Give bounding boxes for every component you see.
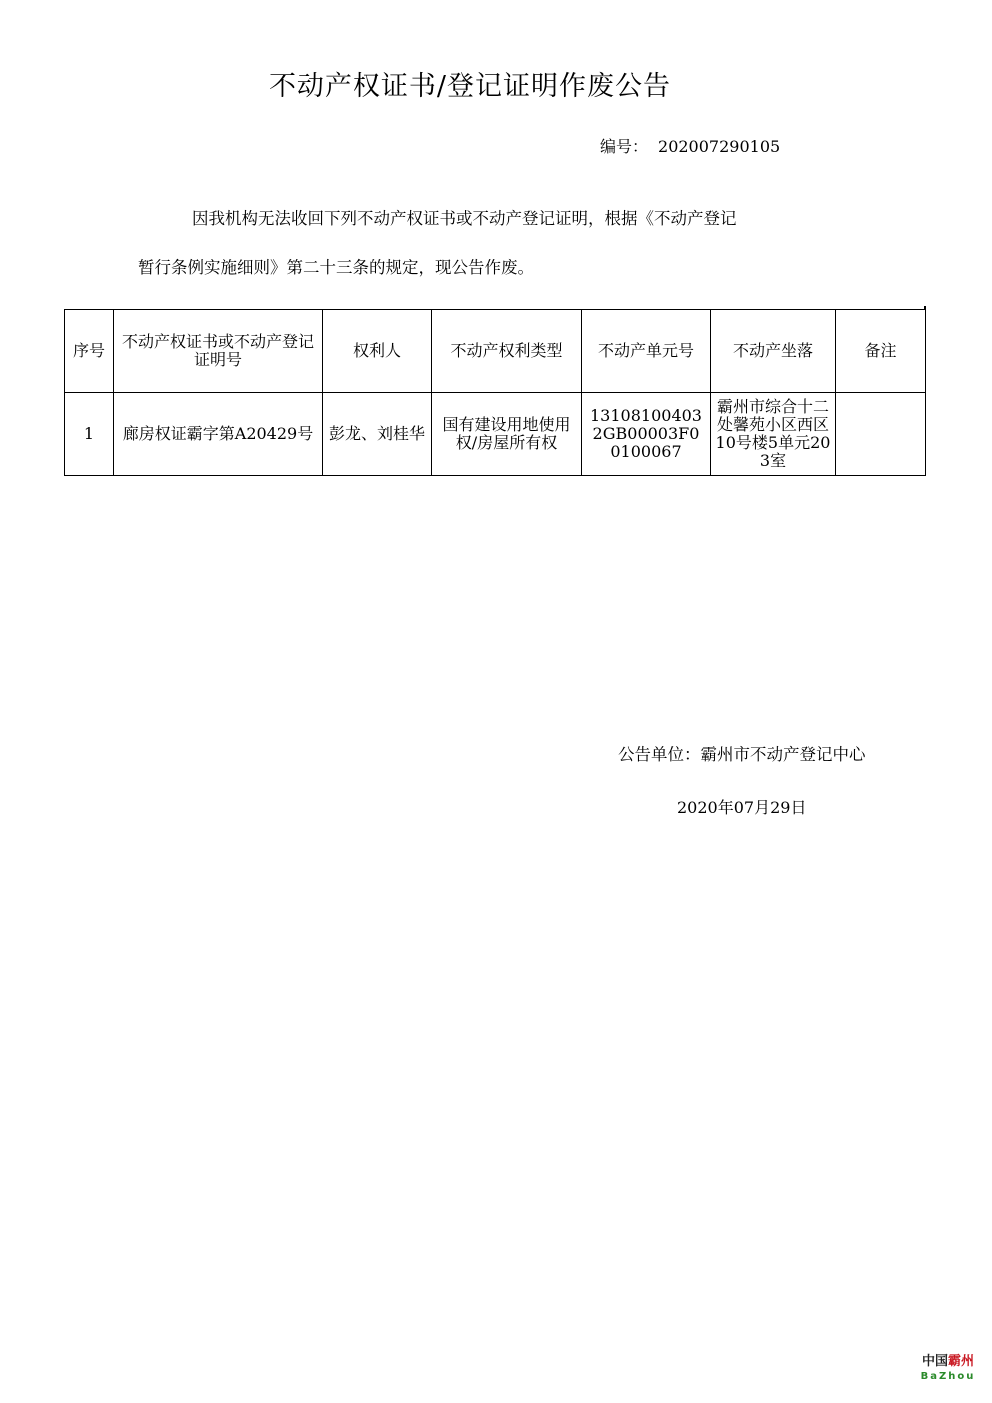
bazhou-watermark-logo [915,1354,981,1383]
header-unit-no: 不动产单元号 [582,310,711,393]
table-header-row [65,310,926,393]
header-seq: 序号 [65,310,114,393]
header-holder: 权利人 [323,310,432,393]
body-paragraph-line-1: 因我机构无法收回下列不动产权证书或不动产登记证明，根据《不动产登记 [192,209,737,228]
cell-remark [836,393,926,476]
cell-seq: 1 [65,393,114,476]
document-number [600,134,780,157]
watermark-city: 霸州 [948,1354,975,1369]
void-certificate-table [64,309,926,476]
document-number-value: 202007290105 [658,137,781,156]
header-right-type: 不动产权利类型 [432,310,582,393]
cell-cert-no: 廊房权证霸字第A20429号 [114,393,323,476]
cell-unit-no: 131081004032GB00003F00100067 [582,393,711,476]
cell-location: 霸州市综合十二处馨苑小区西区10号楼5单元203室 [711,393,836,476]
document-number-label: 编号： [600,137,649,156]
body-paragraph-line-2: 暂行条例实施细则》第二十三条的规定，现公告作废。 [138,258,534,277]
header-cert-no: 不动产权证书或不动产登记证明号 [114,310,323,393]
header-remark: 备注 [836,310,926,393]
header-location: 不动产坐落 [711,310,836,393]
table-row [65,393,926,476]
watermark-pinyin: BaZhou [920,1371,976,1382]
issuing-unit: 公告单位：霸州市不动产登记中心 [618,745,866,764]
watermark-cn: 中国 [921,1354,948,1369]
issue-date: 2020年07月29日 [677,798,807,817]
cell-holder: 彭龙、刘桂华 [323,393,432,476]
cell-right-type: 国有建设用地使用权/房屋所有权 [432,393,582,476]
page-title: 不动产权证书/登记证明作废公告 [268,71,672,102]
